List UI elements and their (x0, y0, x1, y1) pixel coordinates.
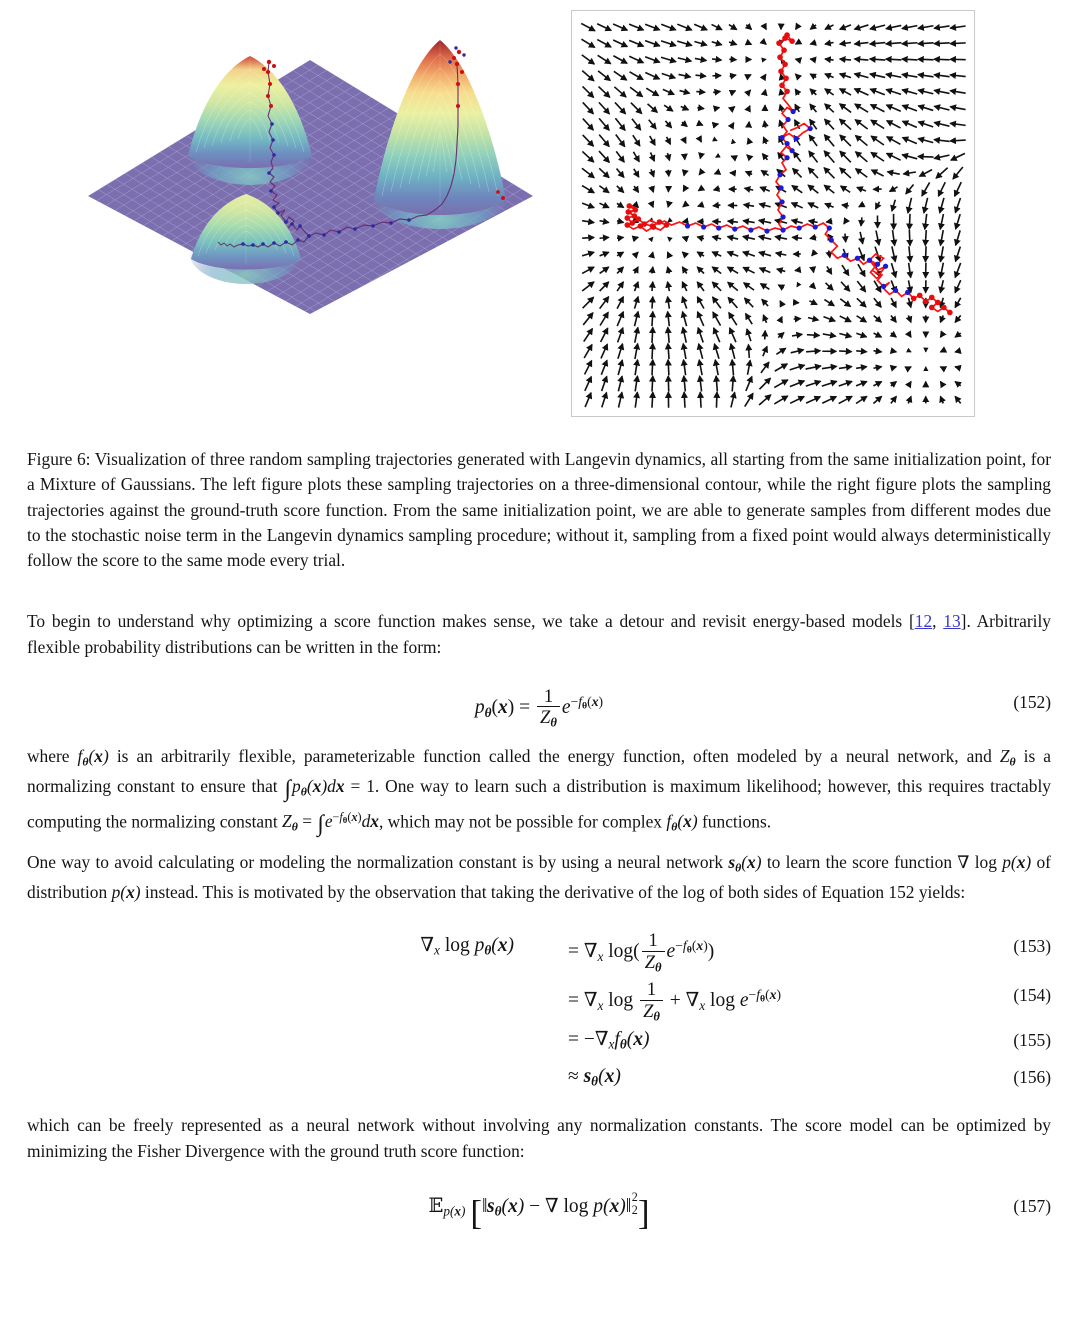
score-arrow (918, 43, 934, 44)
inline-math-p-x: p(x) (111, 882, 141, 903)
score-arrow (652, 267, 653, 273)
score-arrow (826, 221, 832, 222)
equation-154-row (27, 969, 1051, 1024)
score-arrow (807, 335, 820, 336)
paragraph-text: One way to avoid calculating or modeling the normalization constant is by using a neural network (27, 851, 724, 872)
paragraph-score-network (27, 850, 1051, 906)
equation-153-row (27, 923, 1051, 975)
equation-156-number: (156) (1013, 1067, 1051, 1088)
score-arrow (839, 351, 851, 352)
score-arrow (668, 344, 669, 360)
score-arrow (684, 392, 685, 408)
score-arrow (713, 205, 720, 206)
score-arrow (950, 43, 966, 44)
score-arrow (902, 59, 918, 60)
equation-153-lhs: ∇x $\log p_\theta(x)$ (420, 935, 514, 959)
score-arrow (886, 59, 902, 60)
score-arrow (902, 43, 918, 44)
score-arrow (813, 268, 814, 272)
inline-math-f-theta-x: $f_\theta(x)$ (77, 745, 109, 769)
surface-plot-svg (78, 14, 548, 324)
paragraph-text: where (27, 745, 70, 766)
equation-157-body: 𝔼p(x) [$‖s_\theta(x)$ − ∇ log p(x)‖ 2 2 ] (428, 1190, 650, 1233)
score-arrow (696, 92, 705, 93)
score-arrow (652, 392, 653, 408)
score-arrow (582, 237, 594, 238)
score-arrow (856, 351, 866, 352)
citation-separator: , (932, 611, 944, 632)
score-arrow (700, 392, 701, 408)
score-arrow (668, 376, 669, 392)
score-arrow (652, 282, 653, 291)
paragraph-text: is an arbitrarily flexible, parameterizable function called the energy function, often modeled by a neural network, and (116, 745, 992, 766)
equation-155-row (27, 1021, 1051, 1059)
score-arrow (918, 59, 934, 60)
score-arrow (715, 124, 718, 125)
equation-152-number: (152) (1013, 691, 1051, 712)
paragraph-text: instead. This is motivated by the observation that taking the derivative of the log of both sides of Equation 152 yields: (144, 882, 966, 903)
score-arrow (697, 108, 704, 109)
equation-154-number: (154) (1013, 985, 1051, 1006)
ground-truth-score-vector-field (571, 10, 975, 417)
score-arrow (668, 360, 669, 376)
score-arrow (652, 376, 653, 392)
equation-152-body: $p_\theta(x)$ = $\frac{1}{Z_\theta}$ $e^{-f\theta(x)}$ (474, 685, 604, 730)
equation-156-rhs: ≈ $s_\theta(x)$ (568, 1066, 621, 1090)
paragraph-text: To begin to understand why optimizing a score function makes sense, we take a detour and revisit energy-based models [ (27, 611, 915, 632)
score-arrow (733, 139, 734, 141)
score-arrow (870, 59, 886, 60)
score-arrow (925, 246, 926, 262)
paragraph-energy-function (27, 744, 1051, 840)
score-arrow (668, 170, 669, 176)
inline-math-s-theta-x: $s_\theta(x)$ (728, 851, 762, 875)
inline-math-z-theta-integral: $Z_\theta = \int e^{-f\theta(x)}dx$ (282, 809, 379, 837)
score-arrow (909, 214, 910, 230)
score-arrow (934, 59, 950, 60)
figure-caption-label: Figure 6: (27, 449, 91, 469)
score-arrow (806, 351, 820, 352)
score-arrow (668, 221, 669, 222)
equation-152-block (27, 678, 1051, 730)
equation-155-rhs: = $-\nabla xf_\theta(x)$ (568, 1029, 650, 1053)
score-arrow (909, 230, 910, 246)
paragraph-text: functions. (702, 811, 772, 832)
score-arrow (845, 234, 846, 242)
score-arrow (796, 59, 799, 60)
equation-153-number: (153) (1013, 936, 1051, 957)
page-body (27, 447, 1052, 1233)
paragraph-text: to learn the score function (766, 851, 953, 872)
equation-156-row (27, 1059, 1051, 1095)
score-arrow (652, 297, 653, 309)
score-arrow (713, 91, 720, 92)
score-arrow (764, 121, 765, 128)
paragraph-text: . One way to learn such a distribution is maximum likelihood; however, this requires tractably computing the normalizing constant (27, 776, 1051, 832)
figure-caption-text: Visualization of three random sampling trajectories generated with Langevin dynamics, all starting from the same initialization point, for a Mixture of Gaussians. The left figure plots these sampling trajectories on a three-dimensional contour, while the right figure plots the sampling trajectories against the ground-truth score function. From the same initialization point, we are able to generate samples from different modes due to the stochastic noise term in the Langevin dynamics sampling procedure; without it, sampling from a fixed point would always deterministically follow the score to the same mode every trial. (27, 449, 1051, 571)
score-arrow (748, 345, 749, 358)
figure-6 (0, 0, 1078, 430)
score-arrow (842, 205, 849, 206)
citation-link-12[interactable]: 12 (914, 611, 933, 632)
score-arrow (652, 327, 653, 343)
score-arrow (683, 221, 687, 222)
quiver-plot-svg (572, 11, 974, 416)
score-arrow (634, 237, 638, 238)
figure-caption (27, 447, 1051, 573)
score-arrow (792, 237, 802, 238)
equation-154-rhs: = ∇x log $\frac{1}{Z_\theta}$ + ∇x $\log e^{-f\theta(x)}$ (568, 979, 782, 1024)
equation-157-number: (157) (1013, 1195, 1051, 1216)
inline-math-z-theta: $Z_\theta$ (999, 745, 1016, 769)
paragraph-fisher-divergence: which can be freely represented as a neural network without involving any normalization constants. The score model can be optimized by minimizing the Fisher Divergence with the ground truth score function: (27, 1115, 1051, 1161)
paragraph-text: of distribution (27, 851, 1051, 903)
score-arrow (617, 237, 623, 238)
score-arrow (652, 344, 653, 360)
equation-157-block (27, 1182, 1051, 1233)
score-arrow (764, 90, 765, 94)
score-arrow (600, 237, 609, 238)
score-arrow (934, 43, 950, 44)
paragraph-text: is a normalizing constant to ensure that (27, 745, 1052, 797)
equation-155-number: (155) (1013, 1030, 1051, 1051)
score-arrow (810, 59, 816, 60)
score-arrow (668, 204, 669, 207)
score-arrow (950, 140, 966, 141)
score-arrow (825, 59, 834, 60)
paragraph-text: , which may not be possible for complex (378, 811, 663, 832)
inline-math-f-theta-x-2: $f_\theta(x)$ (666, 811, 698, 834)
score-arrow (729, 59, 736, 60)
score-arrow (695, 75, 705, 76)
equation-block-153-156 (27, 923, 1051, 1095)
score-arrow (925, 230, 926, 246)
inline-math-grad-log-p: ∇ log p(x) (957, 851, 1032, 872)
score-arrow (728, 221, 738, 222)
score-arrow (840, 59, 851, 60)
score-arrow (652, 360, 653, 376)
inline-math-integral-p-theta: $\int p_\theta(x)dx = 1$ (284, 775, 375, 802)
score-arrow (652, 252, 653, 256)
citation-link-13[interactable]: 13 (943, 611, 961, 632)
score-arrow (652, 312, 653, 327)
paragraph-text-cont: ]. Arbitrarily flexible probability distributions can be written in the form: (27, 611, 1051, 657)
score-arrow (716, 392, 717, 408)
score-arrow (795, 270, 799, 271)
score-arrow (861, 217, 862, 225)
score-arrow (918, 156, 934, 157)
three-dimensional-contour-surface (78, 14, 548, 324)
score-arrow (781, 74, 782, 77)
score-arrow (700, 155, 701, 158)
score-arrow (652, 237, 653, 238)
score-arrow (794, 319, 801, 320)
equation-153-rhs: = ∇x log( $\frac{1}{Z_\theta}$ $e^{-f\theta(x)}$) (568, 930, 715, 975)
paragraph-energy-based-models (27, 609, 1051, 659)
